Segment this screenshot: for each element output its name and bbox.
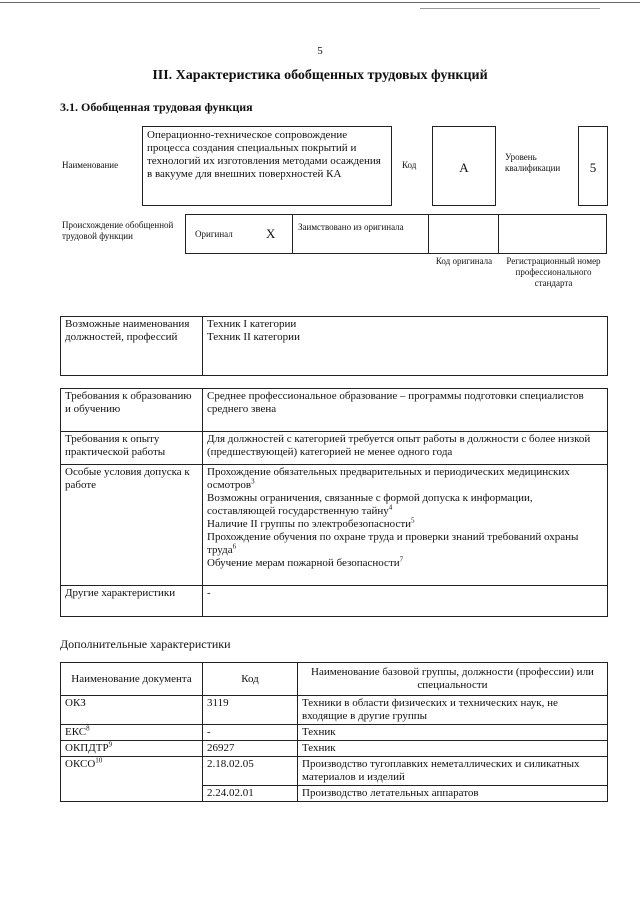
code-cell: 26927 — [203, 741, 298, 757]
origin-divider-1 — [292, 214, 293, 254]
additional-table — [60, 662, 608, 802]
table-row — [61, 757, 608, 786]
requirement-value — [203, 465, 608, 586]
origin-label: Происхождение обобщенной трудовой функции — [62, 220, 174, 241]
requirement-line: Прохождение обязательных предварительных и периодических медицинских осмотров$^3$ — [207, 466, 570, 491]
code-box — [432, 126, 496, 206]
name-cell: Производство летательных аппаратов — [298, 786, 608, 802]
doc-cell: ОКЗ — [61, 696, 203, 725]
code-cell: 2.18.02.05 — [203, 757, 298, 786]
name-cell: Производство тугоплавких неметаллических и силикатных материалов и изделий — [298, 757, 608, 786]
level-label: Уровень квалификации — [505, 152, 561, 173]
table-row — [61, 663, 608, 696]
code-label: Код — [402, 160, 417, 170]
level-value: 5 — [589, 160, 597, 175]
requirement-label: Другие характеристики — [61, 586, 203, 617]
original-label: Оригинал — [195, 229, 233, 239]
origin-divider-2 — [428, 214, 429, 254]
table-row — [61, 432, 608, 465]
position-item: Техник I категории — [207, 318, 297, 330]
code-cell: 3119 — [203, 696, 298, 725]
subsection-title: 3.1. Обобщенная трудовая функция — [60, 100, 253, 114]
header-name: Наименование базовой группы, должности (профессии) или специальности — [298, 663, 608, 696]
table-row — [61, 317, 608, 376]
function-name-box — [142, 126, 392, 206]
table-row — [61, 741, 608, 757]
name-label: Наименование — [62, 160, 119, 170]
code-original-caption: Код оригинала — [435, 256, 493, 266]
borrowed-label: Заимствовано из оригинала — [298, 222, 404, 232]
code-cell: - — [203, 725, 298, 741]
doc-cell: ОКПДТР$^9$ — [61, 741, 203, 757]
name-cell: Техники в области физических и технических наук, не входящие в другие группы — [298, 696, 608, 725]
doc-cell: ЕКС$^8$ — [61, 725, 203, 741]
section-title: III. Характеристика обобщенных трудовых функций — [152, 68, 488, 83]
requirement-line: Возможны ограничения, связанные с формой допуска к информации, составляющей государственную тайну$^4$ — [207, 492, 533, 517]
table-row — [61, 725, 608, 741]
requirement-line: Прохождение обучения по охране труда и проверки знаний требований охраны труда$^6$ — [207, 531, 579, 556]
name-cell: Техник — [298, 725, 608, 741]
requirement-value: - — [203, 586, 608, 617]
doc-cell — [61, 786, 203, 802]
code-cell: 2.24.02.01 — [203, 786, 298, 802]
requirement-value: Среднее профессиональное образование – программы подготовки специалистов среднего звена — [203, 389, 608, 432]
table-row — [61, 465, 608, 586]
requirement-line: Наличие II группы по электробезопасности$^5$ — [207, 516, 415, 530]
origin-divider-3 — [498, 214, 499, 254]
reg-number-caption: Регистрационный номер профессионального стандарта — [506, 256, 601, 288]
requirement-label: Особые условия допуска к работе — [61, 465, 203, 586]
code-value: А — [459, 160, 469, 175]
requirement-label: Требования к образованию и обучению — [61, 389, 203, 432]
header-document: Наименование документа — [61, 663, 203, 696]
page-number: 5 — [317, 45, 323, 57]
positions-table — [60, 316, 608, 376]
function-name-value: Операционно-техническое сопровождение процесса создания специальных покрытий и технологий их изготовления методами осаждения в вакууме для внешних поверхностей КА — [147, 129, 381, 180]
requirement-value: Для должностей с категорией требуется опыт работы в должности с более низкой (предшествующей) категорией не менее одного года — [203, 432, 608, 465]
doc-cell: ОКСО$^{10}$ — [61, 757, 203, 786]
position-item: Техник II категории — [207, 331, 300, 343]
level-box — [578, 126, 608, 206]
top-border-line-short — [420, 8, 600, 9]
requirement-line: Обучение мерам пожарной безопасности$^7$ — [207, 555, 404, 569]
requirements-table — [60, 388, 608, 617]
original-mark: X — [266, 226, 276, 241]
table-row — [61, 586, 608, 617]
table-row — [61, 786, 608, 802]
name-cell: Техник — [298, 741, 608, 757]
top-border-line — [0, 2, 640, 3]
requirement-label: Требования к опыту практической работы — [61, 432, 203, 465]
header-code: Код — [203, 663, 298, 696]
table-row — [61, 696, 608, 725]
additional-title: Дополнительные характеристики — [60, 637, 231, 651]
table-row — [61, 389, 608, 432]
positions-label: Возможные наименования должностей, профессий — [61, 317, 203, 376]
origin-box — [185, 214, 607, 254]
positions-values — [203, 317, 608, 376]
